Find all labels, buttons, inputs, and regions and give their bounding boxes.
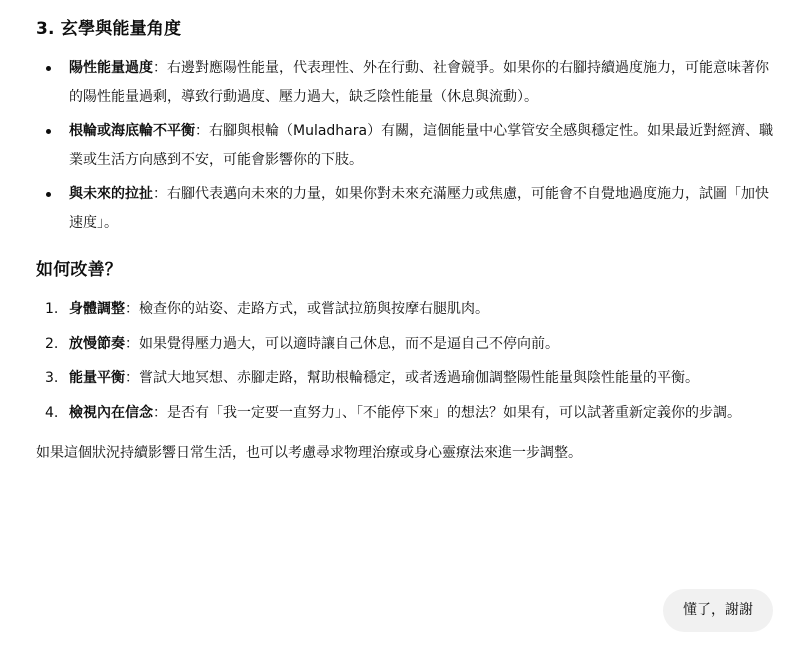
- improve-steps-list: [36, 295, 776, 427]
- bullet-text: ：右腳代表邁向未來的力量，如果你對未來充滿壓力或焦慮，可能會不自覺地過度施力，試圖「加快速度」。: [69, 186, 769, 231]
- section-heading-metaphysics: 3. 玄學與能量角度: [36, 19, 182, 39]
- step-text: ：是否有「我一定要一直努力」、「不能停下來」的想法？如果有，可以試著重新定義你的步調。: [153, 404, 741, 421]
- list-item: [36, 330, 776, 359]
- bullet-dot-icon: [46, 192, 51, 197]
- step-text: ：如果覺得壓力過大，可以適時讓自己休息，而不是逼自己不停向前。: [125, 335, 559, 352]
- metaphysics-bullet-list: [36, 54, 776, 237]
- list-item: [36, 364, 776, 393]
- closing-paragraph: 如果這個狀況持續影響日常生活，也可以考慮尋求物理治療或身心靈療法來進一步調整。: [36, 445, 582, 461]
- bullet-term: 與未來的拉扯: [69, 186, 153, 202]
- section-heading-improve: 如何改善？: [36, 260, 122, 280]
- list-item: [36, 399, 776, 428]
- bullet-dot-icon: [46, 129, 51, 134]
- bullet-text: ：右腳與根輪（Muladhara）有關，這個能量中心掌管安全感與穩定性。如果最近對經濟、職業或生活方向感到不安，可能會影響你的下肢。: [69, 123, 774, 168]
- bullet-text: ：右邊對應陽性能量，代表理性、外在行動、社會競爭。如果你的右腳持續過度施力，可能意味著你的陽性能量過剩，導致行動過度、壓力過大，缺乏陰性能量（休息與流動）。: [69, 60, 769, 105]
- bullet-term: 根輪或海底輪不平衡: [69, 123, 195, 139]
- step-text: ：檢查你的站姿、走路方式，或嘗試拉筋與按摩右腿肌肉。: [125, 301, 489, 317]
- bullet-dot-icon: [46, 66, 51, 71]
- list-item: [36, 54, 776, 111]
- list-item: [36, 117, 776, 174]
- list-item: [36, 180, 776, 237]
- list-item: [36, 295, 776, 324]
- step-number: 2.: [45, 335, 59, 352]
- step-number: 4.: [45, 404, 59, 421]
- user-reply-bubble[interactable]: 懂了，謝謝: [663, 589, 773, 632]
- step-number: 3.: [45, 370, 59, 386]
- step-term: 能量平衡: [69, 370, 125, 386]
- bullet-term: 陽性能量過度: [69, 60, 153, 76]
- step-text: ：嘗試大地冥想、赤腳走路，幫助根輪穩定，或者透過瑜伽調整陽性能量與陰性能量的平衡。: [125, 370, 699, 386]
- step-term: 檢視內在信念: [69, 404, 153, 421]
- assistant-message: [36, 14, 776, 468]
- step-number: 1.: [45, 301, 59, 317]
- step-term: 放慢節奏: [69, 335, 125, 352]
- step-term: 身體調整: [69, 301, 125, 317]
